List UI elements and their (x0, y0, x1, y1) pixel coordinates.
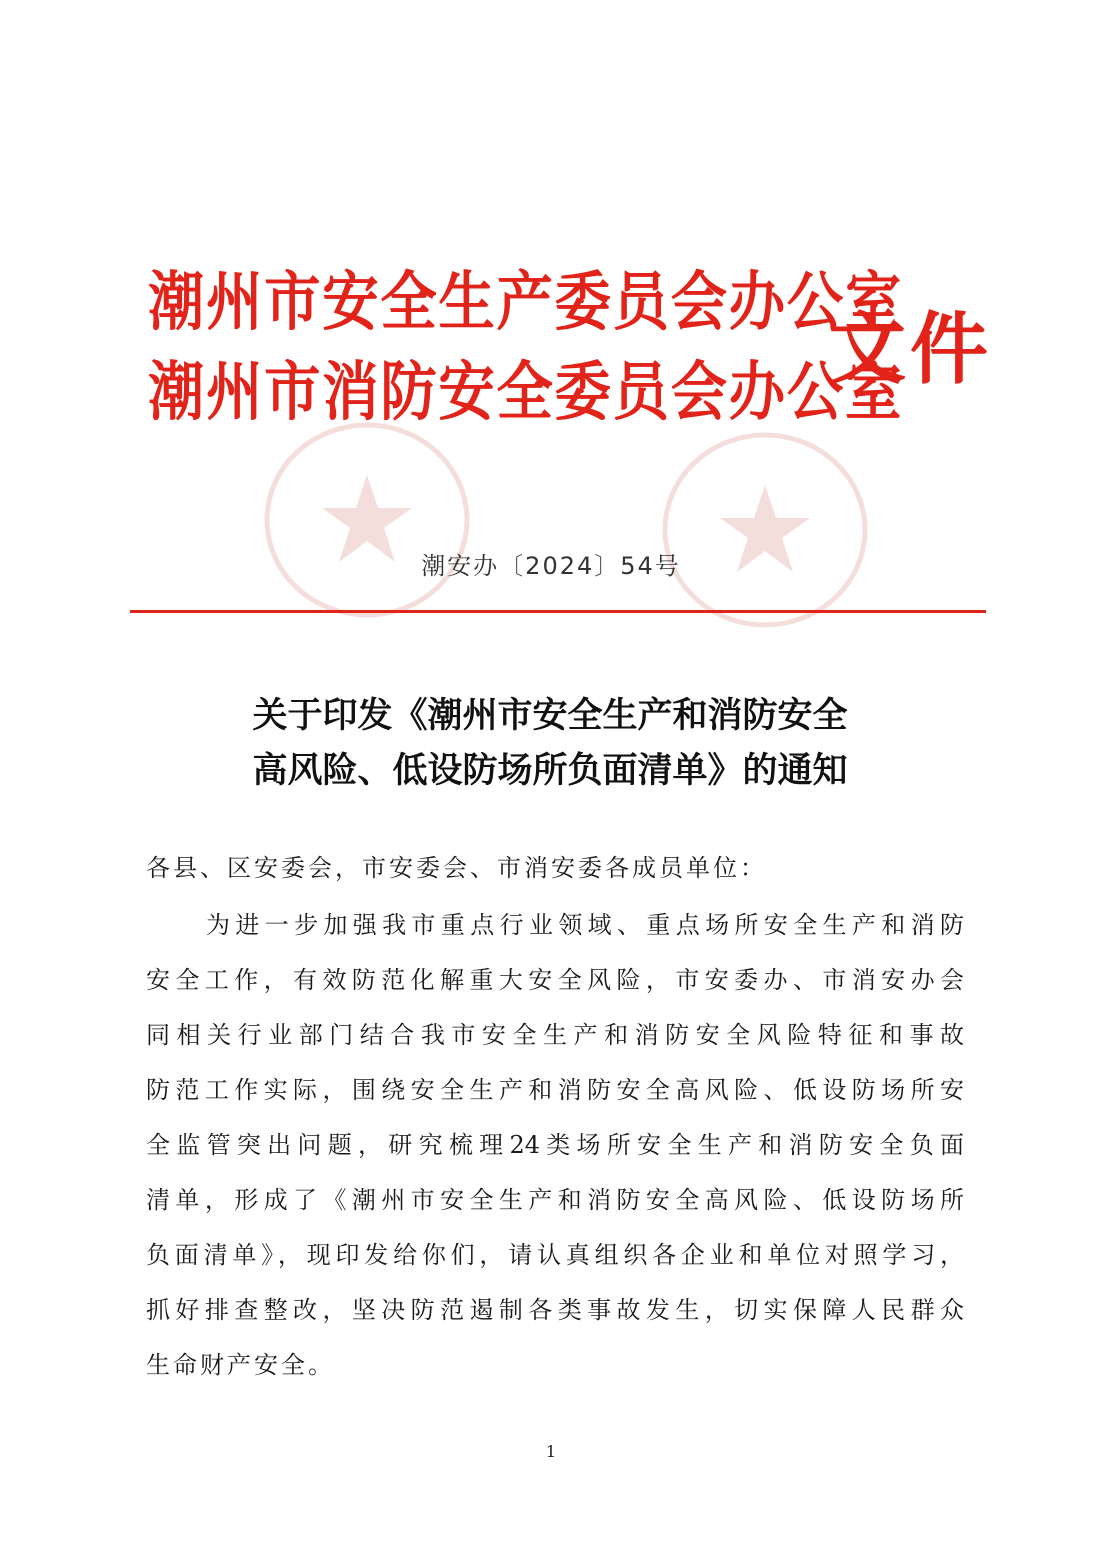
page-number: 1 (545, 1442, 557, 1461)
title-line-2: 高风险、低设防场所负面清单》的通知 (252, 750, 848, 791)
official-seal-icon (262, 420, 472, 620)
official-seal-icon (660, 430, 870, 630)
title-line-1: 关于印发《潮州市安全生产和消防安全 (252, 695, 848, 736)
document-type-label: 文件 (828, 304, 993, 395)
header-divider (130, 610, 986, 613)
notice-title (150, 688, 950, 798)
body-line: 抓好排查整改，坚决防范遏制各类事故发生，切实保障人民群众 (146, 1296, 964, 1324)
addressee: 各县、区安委会，市安委会、市消安委各成员单位： (146, 854, 767, 882)
document-number: 潮安办〔2024〕54号 (421, 552, 681, 580)
body-line: 同相关行业部门结合我市安全生产和消防安全风险特征和事故 (146, 1021, 964, 1049)
issuer-line-2: 潮州市消防安全委员会办公室 (148, 355, 904, 430)
body-line: 生命财产安全。 (146, 1351, 335, 1379)
body-line: 清单，形成了《潮州市安全生产和消防安全高风险、低设防场所 (146, 1186, 964, 1214)
body-paragraph (146, 905, 964, 1400)
body-line: 负面清单》，现印发给你们，请认真组织各企业和单位对照学习， (146, 1241, 964, 1269)
body-line: 为进一步加强我市重点行业领域、重点场所安全生产和消防 (206, 911, 964, 939)
body-line: 防范工作实际，围绕安全生产和消防安全高风险、低设防场所安 (146, 1076, 964, 1104)
body-line: 全监管突出问题，研究梳理24类场所安全生产和消防安全负面 (146, 1131, 964, 1159)
issuer-line-1: 潮州市安全生产委员会办公室 (148, 265, 904, 340)
body-line: 安全工作，有效防范化解重大安全风险，市安委办、市消安办会 (146, 966, 964, 994)
